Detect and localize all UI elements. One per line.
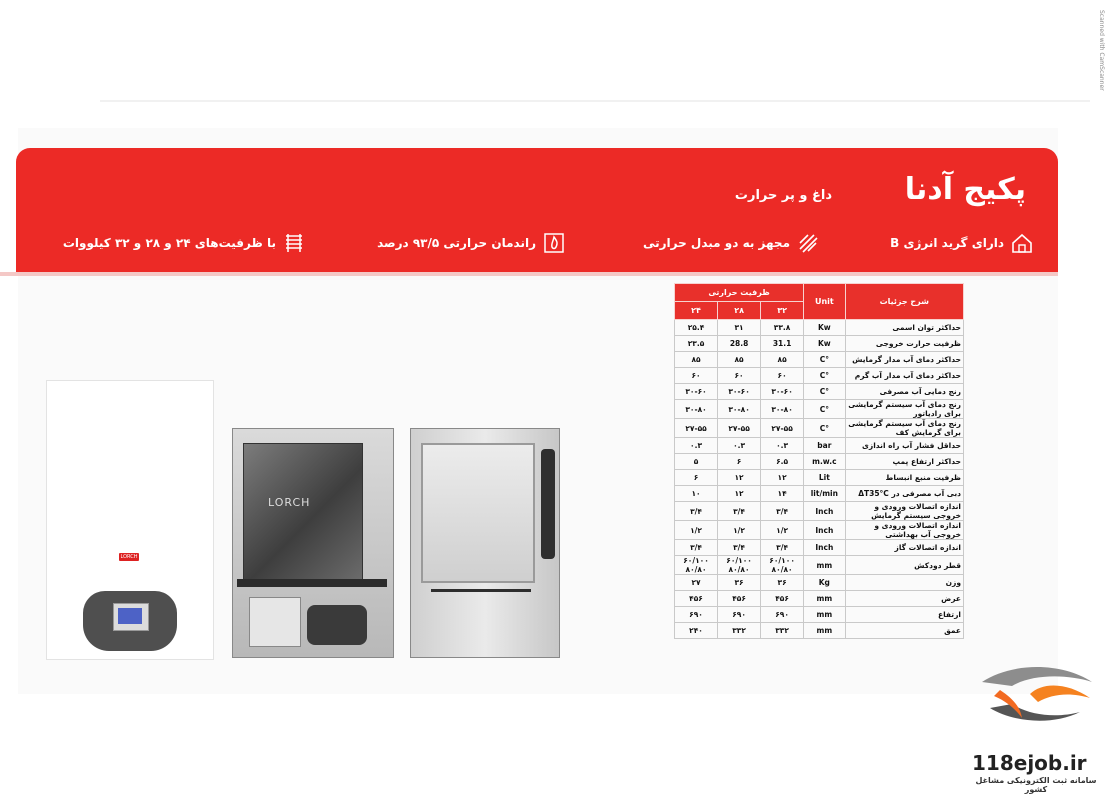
header-unit: Unit bbox=[804, 284, 846, 320]
spec-value-28: ۶۰/۱۰۰ ۸۰/۸۰ bbox=[718, 556, 761, 575]
boiler-frame bbox=[237, 579, 387, 587]
spec-row bbox=[675, 438, 964, 454]
feature-text: با ظرفیت‌های ۲۴ و ۲۸ و ۳۲ کیلووات bbox=[62, 236, 276, 250]
spec-value-24: ۶۰ bbox=[675, 368, 718, 384]
spec-label: ظرفیت منبع انبساط bbox=[845, 470, 963, 486]
spec-value-28: ۳۶ bbox=[718, 575, 761, 591]
spec-row bbox=[675, 486, 964, 502]
spec-value-24: ۴۵۶ bbox=[675, 591, 718, 607]
spec-value-28: ۳/۴ bbox=[718, 540, 761, 556]
spec-value-28: ۸۵ bbox=[718, 352, 761, 368]
scan-watermark: Scanned with CamScanner bbox=[1098, 10, 1105, 91]
spec-row bbox=[675, 368, 964, 384]
spec-unit: °C bbox=[804, 352, 846, 368]
header-capacity-32: ۳۲ bbox=[761, 302, 804, 320]
spec-unit: Kw bbox=[804, 336, 846, 352]
spec-value-28: ۳/۴ bbox=[718, 502, 761, 521]
spec-unit: Inch bbox=[804, 521, 846, 540]
spec-row bbox=[675, 502, 964, 521]
heat-exchanger-icon bbox=[796, 231, 820, 255]
spec-value-24: ۱۰ bbox=[675, 486, 718, 502]
boiler-front-image bbox=[46, 380, 214, 660]
banner-shadow bbox=[0, 272, 1058, 276]
spec-row bbox=[675, 521, 964, 540]
spec-label: رنج دمای آب سیستم گرمایشی برای گرمایش کف bbox=[845, 419, 963, 438]
spec-label: رنج دمای آب سیستم گرمایشی برای رادیاتور bbox=[845, 400, 963, 419]
spec-row bbox=[675, 575, 964, 591]
spec-value-24: ۳/۴ bbox=[675, 540, 718, 556]
spec-unit: lit/min bbox=[804, 486, 846, 502]
spec-value-32: ۳۰-۸۰ bbox=[761, 400, 804, 419]
spec-row bbox=[675, 336, 964, 352]
spec-value-28: ۶۰ bbox=[718, 368, 761, 384]
spec-unit: m.w.c bbox=[804, 454, 846, 470]
spec-unit: Inch bbox=[804, 502, 846, 521]
spec-value-24: ۳۰-۸۰ bbox=[675, 400, 718, 419]
spec-value-32: ۳/۴ bbox=[761, 540, 804, 556]
exchanger-brand-label: LORCH bbox=[268, 496, 311, 509]
watermark-logo bbox=[972, 652, 1102, 736]
header-capacity: ظرفیت حرارتی bbox=[675, 284, 804, 302]
spec-label: حداکثر دمای آب مدار گرمایش bbox=[845, 352, 963, 368]
feature-dual-exchanger bbox=[643, 231, 820, 255]
spec-row bbox=[675, 400, 964, 419]
spec-label: عرض bbox=[845, 591, 963, 607]
header-description: شرح جزئیات bbox=[845, 284, 963, 320]
spec-value-24: ۱/۲ bbox=[675, 521, 718, 540]
spec-value-24: ۲۷-۵۵ bbox=[675, 419, 718, 438]
header-capacity-28: ۲۸ bbox=[718, 302, 761, 320]
circulation-pump bbox=[307, 605, 367, 645]
spec-unit: Inch bbox=[804, 540, 846, 556]
spec-value-28: ۱/۲ bbox=[718, 521, 761, 540]
spec-value-28: ۳۱ bbox=[718, 320, 761, 336]
spec-label: رنج دمایی آب مصرفی bbox=[845, 384, 963, 400]
boiler-internal-image bbox=[232, 428, 394, 658]
spec-value-32: ۶۰/۱۰۰ ۸۰/۸۰ bbox=[761, 556, 804, 575]
feature-text: مجهز به دو مبدل حرارتی bbox=[642, 236, 790, 250]
spec-row bbox=[675, 607, 964, 623]
spec-unit: mm bbox=[804, 623, 846, 639]
spec-value-28: 28.8 bbox=[718, 336, 761, 352]
scan-edge bbox=[100, 100, 1090, 102]
spec-value-32: ۳۶ bbox=[761, 575, 804, 591]
spec-value-32: ۶.۵ bbox=[761, 454, 804, 470]
spec-value-32: ۱۴ bbox=[761, 486, 804, 502]
watermark-domain: 118ejob.ir bbox=[972, 751, 1087, 775]
heat-exchanger-block bbox=[243, 443, 363, 585]
spec-value-24: ۲۳.۵ bbox=[675, 336, 718, 352]
spec-label: اندازه اتصالات ورودی و خروجی سیستم گرمایش bbox=[845, 502, 963, 521]
spec-label: حداقل فشار آب راه اندازی bbox=[845, 438, 963, 454]
control-panel bbox=[83, 591, 177, 651]
spec-unit: °C bbox=[804, 368, 846, 384]
feature-efficiency bbox=[377, 231, 566, 255]
pipe-assembly bbox=[431, 589, 531, 642]
spec-value-28: ۲۷-۵۵ bbox=[718, 419, 761, 438]
spec-value-24: ۶ bbox=[675, 470, 718, 486]
spec-value-24: ۶۰/۱۰۰ ۸۰/۸۰ bbox=[675, 556, 718, 575]
spec-unit: mm bbox=[804, 591, 846, 607]
feature-text: دارای گرید انرژی B bbox=[890, 236, 1004, 250]
spec-row bbox=[675, 454, 964, 470]
spec-label: حداکثر ارتفاع پمپ bbox=[845, 454, 963, 470]
boiler-rear-image bbox=[410, 428, 560, 658]
spec-label: حداکثر دمای آب مدار آب گرم bbox=[845, 368, 963, 384]
spec-row bbox=[675, 419, 964, 438]
spec-value-32: ۶۰ bbox=[761, 368, 804, 384]
fan-unit bbox=[541, 449, 555, 559]
spec-row bbox=[675, 384, 964, 400]
feature-text: راندمان حرارتی ۹۳/۵ درصد bbox=[377, 236, 536, 250]
spec-label: ظرفیت حرارت خروجی bbox=[845, 336, 963, 352]
spec-value-28: ۳۳۲ bbox=[718, 623, 761, 639]
spec-value-32: ۱۲ bbox=[761, 470, 804, 486]
spec-label: حداکثر توان اسمی bbox=[845, 320, 963, 336]
spec-value-24: ۳۰-۶۰ bbox=[675, 384, 718, 400]
feature-capacities bbox=[63, 231, 306, 255]
spec-value-32: ۳۳۲ bbox=[761, 623, 804, 639]
spec-value-32: ۸۵ bbox=[761, 352, 804, 368]
spec-unit: Lit bbox=[804, 470, 846, 486]
spec-value-24: ۲۴۰ bbox=[675, 623, 718, 639]
spec-row bbox=[675, 470, 964, 486]
spec-value-32: ۲۷-۵۵ bbox=[761, 419, 804, 438]
spec-table bbox=[674, 283, 964, 639]
lcd-display bbox=[118, 608, 142, 624]
spec-label: ارتفاع bbox=[845, 607, 963, 623]
spec-row bbox=[675, 591, 964, 607]
product-subtitle: داغ و پر حرارت bbox=[734, 188, 832, 203]
spec-value-28: ۴۵۶ bbox=[718, 591, 761, 607]
rear-panel bbox=[421, 443, 535, 583]
spec-value-24: ۲۷ bbox=[675, 575, 718, 591]
spec-row bbox=[675, 320, 964, 336]
spec-value-28: ۶ bbox=[718, 454, 761, 470]
spec-row bbox=[675, 540, 964, 556]
spec-label: قطر دودکش bbox=[845, 556, 963, 575]
spec-value-28: ۳۰-۶۰ bbox=[718, 384, 761, 400]
spec-unit: mm bbox=[804, 556, 846, 575]
spec-label: اندازه اتصالات گاز bbox=[845, 540, 963, 556]
header-banner bbox=[16, 148, 1058, 272]
spec-unit: °C bbox=[804, 384, 846, 400]
spec-value-32: ۳۳.۸ bbox=[761, 320, 804, 336]
spec-unit: °C bbox=[804, 419, 846, 438]
spec-value-24: ۸۵ bbox=[675, 352, 718, 368]
spec-value-28: ۱۲ bbox=[718, 486, 761, 502]
spec-value-32: 31.1 bbox=[761, 336, 804, 352]
spec-value-32: ۶۹۰ bbox=[761, 607, 804, 623]
spec-row bbox=[675, 352, 964, 368]
house-energy-icon bbox=[1010, 231, 1034, 255]
product-title: پکیج آدنا bbox=[904, 172, 1026, 207]
spec-value-28: ۶۹۰ bbox=[718, 607, 761, 623]
spec-value-24: ۰.۳ bbox=[675, 438, 718, 454]
spec-value-28: ۰.۳ bbox=[718, 438, 761, 454]
spec-unit: bar bbox=[804, 438, 846, 454]
spec-value-32: ۳/۴ bbox=[761, 502, 804, 521]
display-screen bbox=[113, 603, 149, 631]
spec-row bbox=[675, 556, 964, 575]
spec-value-32: ۴۵۶ bbox=[761, 591, 804, 607]
spec-value-24: ۳/۴ bbox=[675, 502, 718, 521]
spec-unit: Kw bbox=[804, 320, 846, 336]
spec-value-28: ۱۲ bbox=[718, 470, 761, 486]
spec-value-28: ۳۰-۸۰ bbox=[718, 400, 761, 419]
spec-label: دبی آب مصرفی در ΔT35°C bbox=[845, 486, 963, 502]
spec-label: وزن bbox=[845, 575, 963, 591]
feature-energy-grade bbox=[890, 231, 1034, 255]
spec-unit: °C bbox=[804, 400, 846, 419]
spec-row bbox=[675, 623, 964, 639]
spec-table-body bbox=[675, 320, 964, 639]
capacity-coil-icon bbox=[282, 231, 306, 255]
spec-value-32: ۰.۳ bbox=[761, 438, 804, 454]
spec-unit: mm bbox=[804, 607, 846, 623]
header-capacity-24: ۲۴ bbox=[675, 302, 718, 320]
spec-label: عمق bbox=[845, 623, 963, 639]
brand-badge: LORCH bbox=[120, 554, 138, 560]
spec-value-24: ۶۹۰ bbox=[675, 607, 718, 623]
watermark-tagline: سامانه ثبت الکترونیکی مشاغل کشور bbox=[975, 776, 1097, 794]
spec-value-32: ۳۰-۶۰ bbox=[761, 384, 804, 400]
flame-efficiency-icon bbox=[542, 231, 566, 255]
spec-label: اندازه اتصالات ورودی و خروجی آب بهداشتی bbox=[845, 521, 963, 540]
gas-valve bbox=[249, 597, 301, 647]
spec-value-24: ۵ bbox=[675, 454, 718, 470]
spec-unit: Kg bbox=[804, 575, 846, 591]
spec-value-24: ۲۵.۴ bbox=[675, 320, 718, 336]
spec-value-32: ۱/۲ bbox=[761, 521, 804, 540]
